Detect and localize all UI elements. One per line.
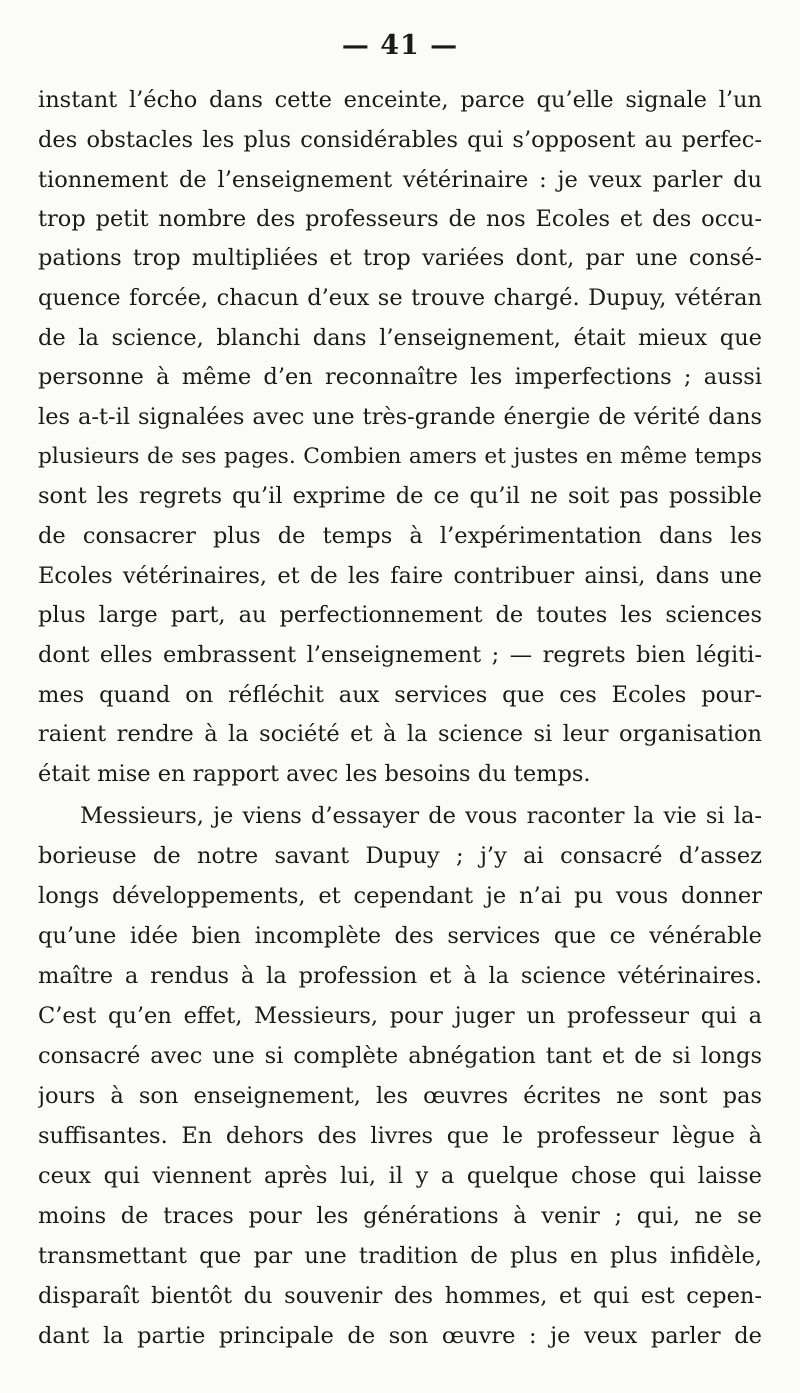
text-line: pations trop multipliées et trop variées dont, par une consé- [38,245,762,271]
text-line: plusieurs de ses pages. Combien amers et justes en même temps [38,444,762,469]
text-line: consacré avec une si complète abnégation tant et de si longs [38,1043,762,1069]
text-line: de consacrer plus de temps à l’expérimentation dans les [38,523,762,549]
text-line: les a-t-il signalées avec une très-grande énergie de vérité dans [38,404,762,430]
text-line: dont elles embrassent l’enseignement ; — regrets bien légiti- [38,642,762,668]
text-line: longs développements, et cependant je n’ai pu vous donner [38,883,762,909]
page-number: — 41 — [341,30,459,61]
text-line: qu’une idée bien incomplète des services que ce vénérable [38,923,762,949]
text-line: était mise en rapport avec les besoins du temps. [38,761,591,787]
text-line: Messieurs, je viens d’essayer de vous raconter la vie si la- [80,803,762,829]
text-line: dant la partie principale de son œuvre : je veux parler de [38,1323,762,1349]
text-line: mes quand on réfléchit aux services que ces Ecoles pour- [38,682,762,708]
text-line: quence forcée, chacun d’eux se trouve chargé. Dupuy, vétéran [38,285,762,311]
text-line: des obstacles les plus considérables qui s’opposent au perfec- [38,127,762,153]
text-line: C’est qu’en effet, Messieurs, pour juger un professeur qui a [38,1003,762,1029]
text-line: personne à même d’en reconnaître les imperfections ; aussi [38,364,762,390]
text-line: maître a rendus à la profession et à la science vétérinaires. [38,963,762,989]
text-line: transmettant que par une tradition de plus en plus infidèle, [38,1243,762,1269]
text-line: plus large part, au perfectionnement de toutes les sciences [38,602,762,628]
text-line: instant l’écho dans cette enceinte, parce qu’elle signale l’un [38,87,762,113]
text-line: de la science, blanchi dans l’enseignement, était mieux que [38,325,762,351]
text-line: sont les regrets qu’il exprime de ce qu’il ne soit pas possible [38,483,762,509]
text-line: ceux qui viennent après lui, il y a quelque chose qui laisse [38,1163,762,1189]
text-line: Ecoles vétérinaires, et de les faire contribuer ainsi, dans une [38,563,762,589]
text-line: moins de traces pour les générations à venir ; qui, ne se [38,1203,762,1229]
text-line: jours à son enseignement, les œuvres écrites ne sont pas [38,1083,762,1109]
text-line: borieuse de notre savant Dupuy ; j’y ai consacré d’assez [38,843,762,869]
text-line: trop petit nombre des professeurs de nos Ecoles et des occu- [38,206,762,232]
text-line: suffisantes. En dehors des livres que le professeur lègue à [38,1123,762,1149]
text-line: raient rendre à la société et à la science si leur organisation [38,721,762,747]
text-line: tionnement de l’enseignement vétérinaire : je veux parler du [38,167,762,193]
text-line: disparaît bientôt du souvenir des hommes, et qui est cepen- [38,1283,762,1309]
